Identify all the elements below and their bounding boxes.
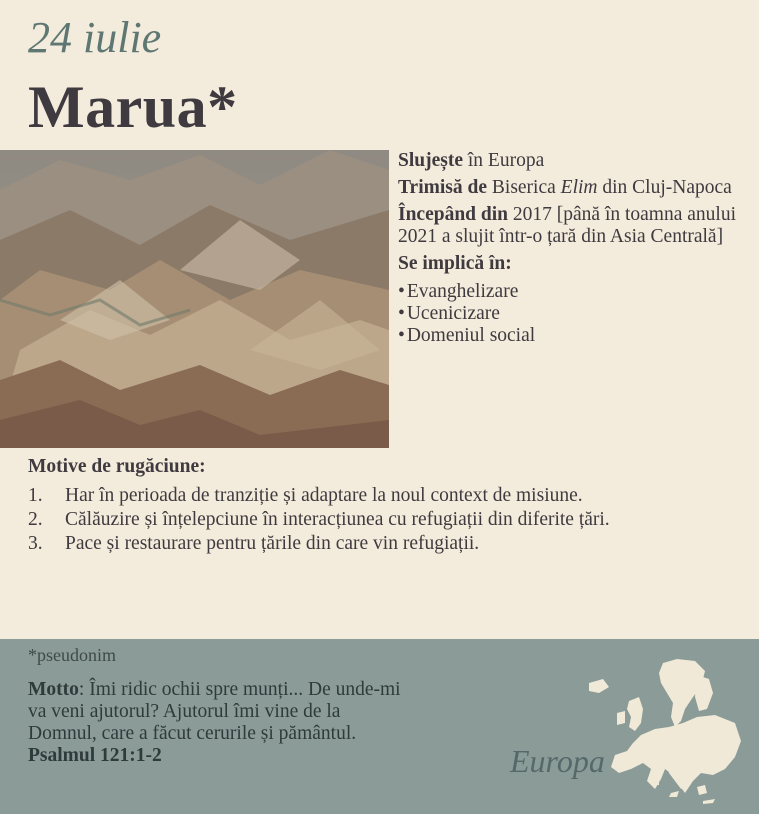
date-heading: 24 iulie: [28, 13, 162, 62]
prayer-list: [28, 484, 753, 556]
region-label: Europa: [510, 743, 605, 779]
mountain-landscape-photo: [0, 150, 389, 448]
list-item: 1. Har în perioada de tranziție și adaptare la noul context de misiune.: [28, 485, 583, 506]
sent-by-line: Trimisă de Biserica Elim din Cluj-Napoca: [398, 177, 732, 198]
missionary-info: [398, 150, 748, 347]
list-item: • Ucenicizare: [398, 303, 748, 325]
prayer-section: [28, 456, 753, 556]
pseudonym-note: *pseudonim: [28, 645, 116, 665]
missionary-name: Marua*: [28, 74, 238, 140]
since-line: Începând din 2017 [până în toamna anului 2021 a slujit într-o țară din Asia Centrală]: [398, 204, 736, 247]
list-item: • Domeniul social: [398, 325, 748, 347]
involved-heading: Se implică în:: [398, 253, 512, 274]
serves-line: Slujește în Europa: [398, 150, 545, 171]
involvement-list: [398, 281, 748, 347]
list-item: • Evanghelizare: [398, 281, 748, 303]
footer-band: [0, 639, 759, 814]
list-item: 3. Pace și restaurare pentru țările din care vin refugiații.: [28, 533, 480, 554]
prayer-title: Motive de rugăciune:: [28, 456, 206, 477]
list-item: 2. Călăuzire și înțelepciune în interacțiunea cu refugiații din diferite țări.: [28, 509, 610, 530]
europe-map-icon: [585, 657, 745, 812]
motto-text: Motto: Îmi ridic ochii spre munți... De unde-mi va veni ajutorul? Ajutorul îmi vine de la Domnul, care a făcut cerurile și pământul. Psalmul 121:1-2: [28, 679, 401, 766]
